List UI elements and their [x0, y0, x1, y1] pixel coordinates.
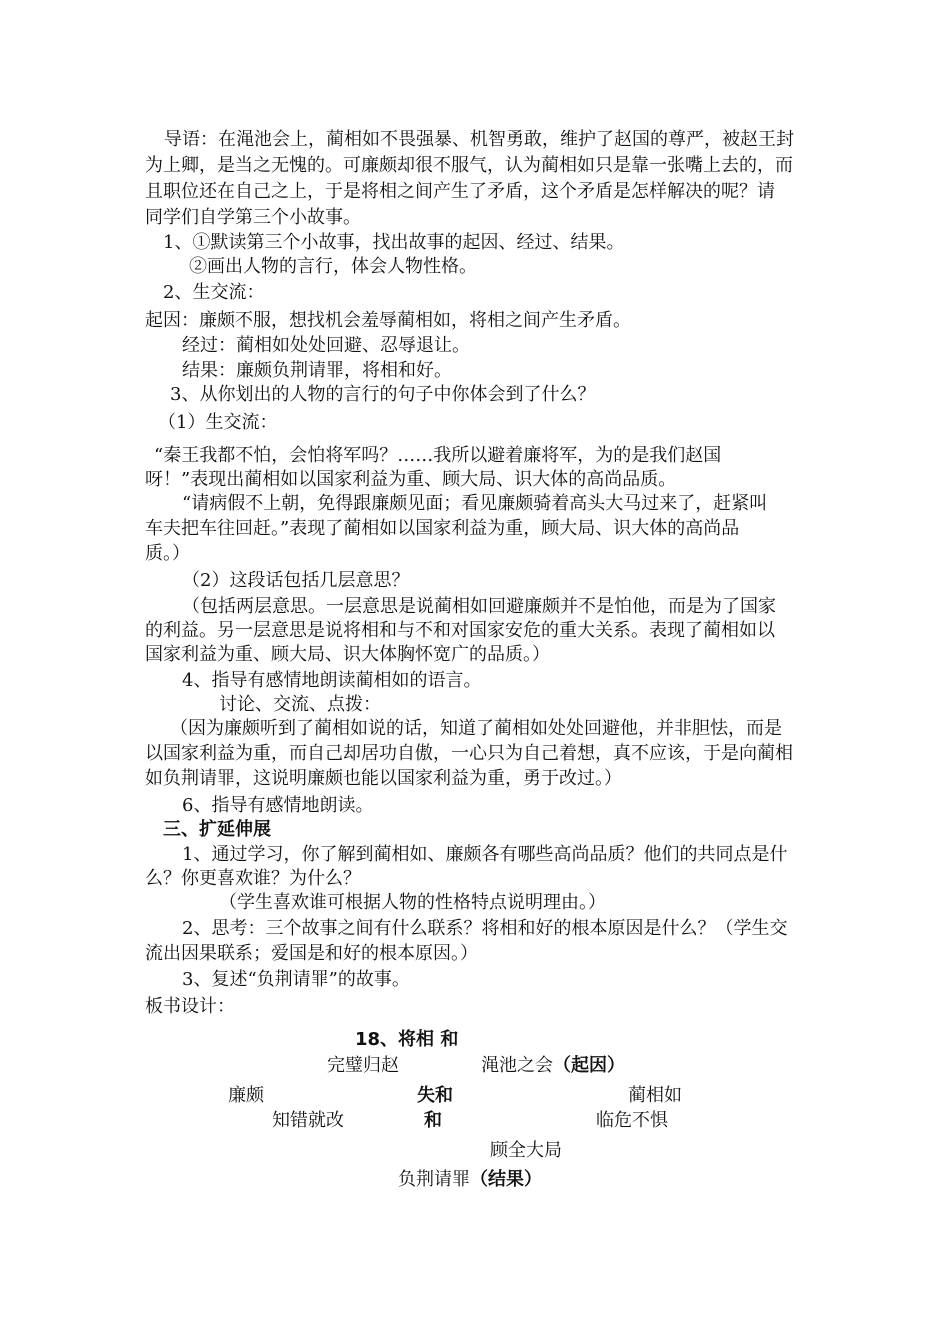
step-6: 6、指导有感情地朗读。 [182, 795, 374, 816]
board-right-trait: 临危不惧 [596, 1110, 668, 1131]
quote-2-line: 车夫把车往回赶。”表现了蔺相如以国家利益为重，顾大局、识大体的高尚品 [145, 518, 740, 539]
quote-2-line: “请病假不上朝，免得跟廉颇见面；看见廉颇骑着高头大马过来了，赶紧叫 [182, 493, 768, 514]
quote-1-line: 呀！”表现出蔺相如以国家利益为重、顾大局、识大体的高尚品质。 [145, 469, 677, 490]
board-title: 18、将相 和 [355, 1029, 459, 1050]
board-story-2: 渑池之会（起因） [481, 1055, 625, 1076]
extension-1-line: 么？你更喜欢谁？为什么？ [145, 868, 361, 889]
intro-line: 同学们自学第三个小故事。 [145, 207, 361, 228]
step-4: 4、指导有感情地朗读蔺相如的语言。 [182, 670, 482, 691]
board-left-trait: 知错就改 [272, 1110, 344, 1131]
step-1a: 1、①默读第三个小故事，找出故事的起因、经过、结果。 [163, 232, 625, 253]
section-heading: 三、扩延伸展 [163, 819, 271, 840]
board-ending: 负荆请罪（结果） [398, 1169, 542, 1190]
process-line: 经过：蔺相如处处回避、忍辱退让。 [182, 335, 470, 356]
cause-line: 起因：廉颇不服，想找机会羞辱蔺相如，将相之间产生矛盾。 [145, 310, 631, 331]
answer-2-line: 国家利益为重、顾大局、识大体胸怀宽广的品质。） [145, 644, 550, 665]
extension-1-line: 1、通过学习，你了解到蔺相如、廉颇各有哪些高尚品质？他们的共同点是什 [182, 844, 788, 865]
board-center-top: 失和 [417, 1085, 453, 1106]
answer-2-line: （包括两层意思。一层意思是说蔺相如回避廉颇并不是怕他，而是为了国家 [182, 596, 776, 617]
result-line: 结果：廉颇负荆请罪，将相和好。 [182, 360, 452, 381]
extension-2-line: 2、思考：三个故事之间有什么联系？将相和好的根本原因是什么？（学生交 [182, 918, 788, 939]
board-story-1: 完璧归赵 [327, 1055, 399, 1076]
intro-line: 为上卿，是当之无愧的。可廉颇却很不服气，认为蔺相如只是靠一张嘴上去的，而 [145, 155, 793, 176]
extension-2-line: 流出因果联系；爱国是和好的根本原因。） [145, 943, 478, 964]
quote-2-line: 质。） [145, 543, 190, 564]
quote-1-line: “秦王我都不怕，会怕将军吗？……我所以避着廉将军，为的是我们赵国 [154, 445, 722, 466]
discuss-label: 讨论、交流、点拨： [219, 694, 381, 715]
board-right-trait-2: 顾全大局 [490, 1140, 562, 1161]
discuss-line: 以国家利益为重，而自己却居功自傲，一心只为自己着想，真不应该，于是向蔺相 [145, 743, 793, 764]
answer-2-line: 的利益。另一层意思是说将相和与不和对国家安危的重大关系。表现了蔺相如以 [145, 620, 775, 641]
discuss-line: 如负荆请罪，这说明廉颇也能以国家利益为重，勇于改过。） [145, 768, 622, 789]
step-3-1: （1）生交流： [158, 412, 278, 433]
board-center-bottom: 和 [424, 1110, 442, 1131]
step-3-2: （2）这段话包括几层意思？ [182, 570, 410, 591]
extension-1-note: （学生喜欢谁可根据人物的性格特点说明理由。） [219, 892, 606, 913]
discuss-line: （因为廉颇听到了蔺相如说的话，知道了蔺相如处处回避他，并非胆怯，而是 [170, 718, 782, 739]
intro-line: 且职位还在自己之上，于是将相之间产生了矛盾，这个矛盾是怎样解决的呢？请 [145, 181, 775, 202]
extension-3: 3、复述“负荆请罪”的故事。 [182, 969, 410, 990]
step-3: 3、从你划出的人物的言行的句子中你体会到了什么？ [170, 384, 596, 405]
board-label: 板书设计： [145, 996, 235, 1017]
intro-line: 导语：在渑池会上，蔺相如不畏强暴、机智勇敢，维护了赵国的尊严，被赵王封 [164, 129, 794, 150]
step-2: 2、生交流： [163, 282, 265, 303]
board-right-name: 蔺相如 [628, 1085, 682, 1106]
step-1b: ②画出人物的言行，体会人物性格。 [189, 256, 477, 277]
board-left-name: 廉颇 [228, 1085, 264, 1106]
